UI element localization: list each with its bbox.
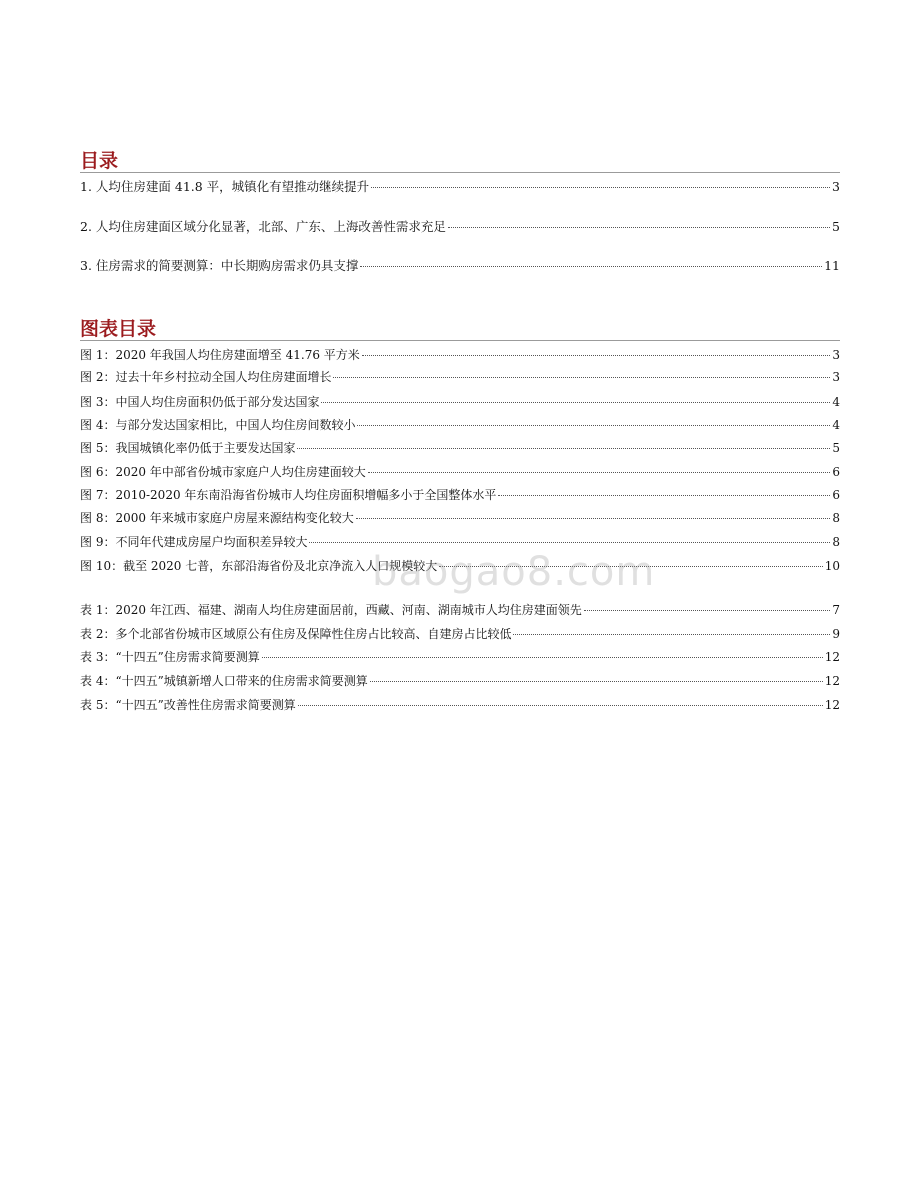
figure-entry-page: 3 xyxy=(832,348,840,362)
figure-entry[interactable] xyxy=(80,346,840,364)
dot-leader xyxy=(584,610,831,611)
dot-leader xyxy=(321,402,830,403)
table-entry-title: 表 2：多个北部省份城市区域原公有住房及保障性住房占比较高、自建房占比较低 xyxy=(80,627,512,641)
table-entry-title: 表 4：“十四五”城镇新增人口带来的住房需求简要测算 xyxy=(80,674,368,688)
figure-entry[interactable] xyxy=(80,557,840,575)
figure-entry-title: 图 5：我国城镇化率仍低于主要发达国家 xyxy=(80,441,296,455)
table-entry-page: 12 xyxy=(824,650,840,664)
figure-entry-title: 图 10：截至 2020 七普，东部沿海省份及北京净流入人口规模较大 xyxy=(80,559,438,573)
figure-entry-page: 8 xyxy=(832,511,840,525)
table-entry-page: 9 xyxy=(832,627,840,641)
figure-entry-title: 图 3：中国人均住房面积仍低于部分发达国家 xyxy=(80,395,320,409)
figure-entry[interactable] xyxy=(80,439,840,457)
figure-entry[interactable] xyxy=(80,416,840,434)
table-entry[interactable] xyxy=(80,625,840,643)
table-entry-page: 12 xyxy=(824,674,840,688)
figures-toc-heading: 图表目录 xyxy=(80,318,157,340)
toc-entry[interactable] xyxy=(80,177,840,197)
table-entry[interactable] xyxy=(80,601,840,619)
figure-entry[interactable] xyxy=(80,486,840,504)
figure-entry[interactable] xyxy=(80,393,840,411)
table-entry[interactable] xyxy=(80,696,840,714)
dot-leader xyxy=(368,472,831,473)
toc-heading: 目录 xyxy=(80,150,119,172)
figure-entry-page: 4 xyxy=(832,418,840,432)
dot-leader xyxy=(356,518,831,519)
figure-entry-title: 图 6：2020 年中部省份城市家庭户人均住房建面较大 xyxy=(80,465,366,479)
dot-leader xyxy=(357,425,830,426)
dot-leader xyxy=(309,542,830,543)
dot-leader xyxy=(370,681,823,682)
dot-leader xyxy=(262,657,823,658)
figure-entry-title: 图 2：过去十年乡村拉动全国人均住房建面增长 xyxy=(80,370,332,384)
toc-heading-rule xyxy=(80,172,840,173)
figure-entry-title: 图 1：2020 年我国人均住房建面增至 41.76 平方米 xyxy=(80,348,360,362)
dot-leader xyxy=(362,355,831,356)
toc-entry-page: 3 xyxy=(832,179,840,194)
dot-leader xyxy=(360,266,822,267)
figure-entry-page: 6 xyxy=(832,465,840,479)
watermark: baogao8.com xyxy=(372,549,656,595)
table-entry-page: 12 xyxy=(824,698,840,712)
figure-entry-title: 图 8：2000 年来城市家庭户房屋来源结构变化较大 xyxy=(80,511,354,525)
dot-leader xyxy=(333,377,830,378)
toc-entry-title: 3. 住房需求的简要测算：中长期购房需求仍具支撑 xyxy=(80,258,359,273)
figure-entry-page: 6 xyxy=(832,488,840,502)
table-entry-title: 表 1：2020 年江西、福建、湖南人均住房建面居前，西藏、河南、湖南城市人均住房建面领先 xyxy=(80,603,582,617)
figure-entry-page: 10 xyxy=(824,559,840,573)
toc-entry-title: 1. 人均住房建面 41.8 平，城镇化有望推动继续提升 xyxy=(80,179,370,194)
figures-heading-rule xyxy=(80,340,840,341)
table-entry[interactable] xyxy=(80,648,840,666)
toc-entry-page: 11 xyxy=(824,258,840,273)
toc-entry-title: 2. 人均住房建面区域分化显著，北部、广东、上海改善性需求充足 xyxy=(80,219,446,234)
figure-entry-title: 图 9：不同年代建成房屋户均面积差异较大 xyxy=(80,535,308,549)
figure-entry[interactable] xyxy=(80,463,840,481)
table-entry-title: 表 3：“十四五”住房需求简要测算 xyxy=(80,650,260,664)
table-entry[interactable] xyxy=(80,672,840,690)
dot-leader xyxy=(297,448,830,449)
dot-leader xyxy=(448,227,830,228)
dot-leader xyxy=(439,566,822,567)
dot-leader xyxy=(498,495,830,496)
figure-entry-title: 图 7：2010-2020 年东南沿海省份城市人均住房面积增幅多小于全国整体水平 xyxy=(80,488,497,502)
table-entry-title: 表 5：“十四五”改善性住房需求简要测算 xyxy=(80,698,296,712)
toc-entry[interactable] xyxy=(80,217,840,237)
figure-entry-title: 图 4：与部分发达国家相比，中国人均住房间数较小 xyxy=(80,418,356,432)
figure-entry[interactable] xyxy=(80,509,840,527)
figure-entry-page: 5 xyxy=(832,441,840,455)
dot-leader xyxy=(371,187,830,188)
table-entry-page: 7 xyxy=(832,603,840,617)
figure-entry-page: 3 xyxy=(832,370,840,384)
dot-leader xyxy=(513,634,830,635)
toc-entry[interactable] xyxy=(80,256,840,276)
figure-entry[interactable] xyxy=(80,533,840,551)
figure-entry[interactable] xyxy=(80,368,840,386)
toc-entry-page: 5 xyxy=(832,219,840,234)
figure-entry-page: 8 xyxy=(832,535,840,549)
dot-leader xyxy=(298,705,823,706)
figure-entry-page: 4 xyxy=(832,395,840,409)
